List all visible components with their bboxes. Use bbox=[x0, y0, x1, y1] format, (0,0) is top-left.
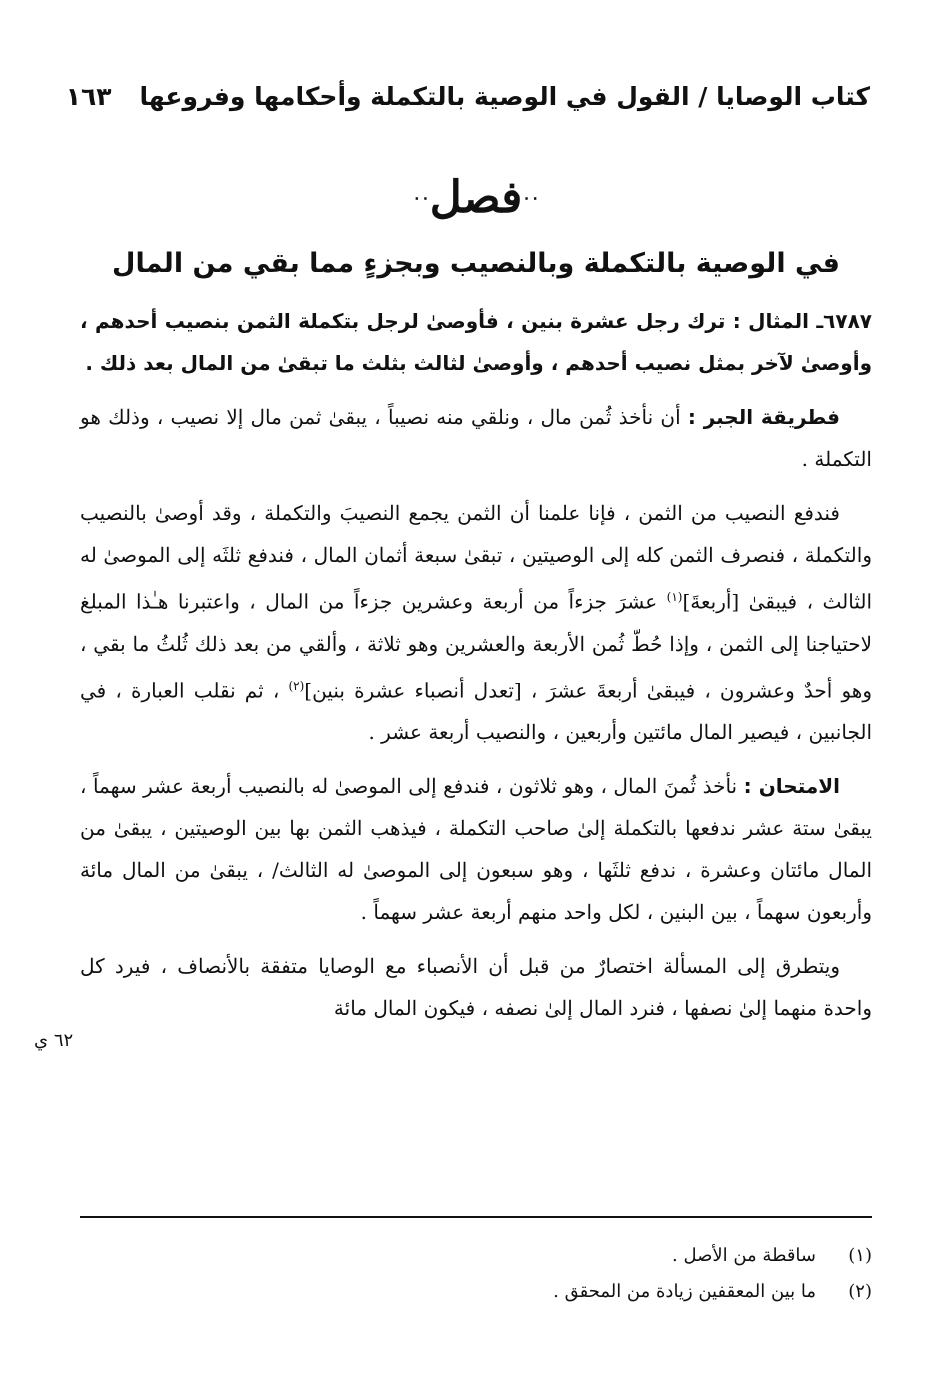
footnote-item bbox=[80, 1274, 872, 1310]
paragraph-solution bbox=[80, 492, 872, 753]
footnote-text: ما بين المعقفين زيادة من المحقق . bbox=[553, 1281, 816, 1302]
footnote-divider bbox=[80, 1216, 872, 1218]
solution-text-a: فندفع النصيب من الثمن ، فإنا علمنا أن الثمن يجمع النصيبَ والتكملة ، وقد أوصىٰ بالنصيب والتكملة ، فنصرف الثمن كله إلى الوصيتين ، تبقىٰ سبعة أثمان المال ، فندفع ثلثَه إلى الموصىٰ له الثالث ، فيبقىٰ [أربعةَ] bbox=[80, 501, 872, 614]
running-header bbox=[65, 74, 870, 118]
example-text: ترك رجل عشرة بنين ، فأوصىٰ لرجل بتكملة الثمن بنصيب أحدهم ، وأوصىٰ لآخر بمثل نصيب أحدهم ، وأوصىٰ لثالث بثلث ما تبقىٰ من المال بعد ذلك . bbox=[80, 309, 872, 375]
footnote-ref-2[interactable]: (٢) bbox=[288, 678, 305, 693]
algebra-label: فطريقة الجبر : bbox=[687, 405, 840, 429]
algebra-text: أن نأخذ ثُمن مال ، ونلقي منه نصيباً ، يبقىٰ ثمن مال إلا نصيب ، وذلك هو التكملة . bbox=[80, 405, 872, 471]
solution-text-c: ، ثم نقلب العبارة ، في الجانبين ، فيصير المال مائتين وأربعين ، والنصيب أربعة عشر . bbox=[80, 678, 872, 745]
paragraph-shortcut bbox=[80, 945, 872, 1029]
paragraph-algebra bbox=[80, 396, 872, 480]
shortcut-text: ويتطرق إلى المسألة اختصارٌ من قبل أن الأنصباء مع الوصايا متفقة بالأنصاف ، فيرد كل واحدة منهما إلىٰ نصفها ، فنرد المال إلىٰ نصفه ، فيكون المال مائة bbox=[80, 954, 872, 1021]
paragraph-test bbox=[80, 765, 872, 933]
footnote-text: ساقطة من الأصل . bbox=[672, 1245, 816, 1266]
paragraph-example bbox=[80, 300, 872, 384]
ornament-dots-icon: ۰۰ bbox=[522, 188, 540, 207]
footnote-number: (٢) bbox=[848, 1281, 872, 1302]
footnote-item bbox=[80, 1238, 872, 1274]
ornament-dots-icon-2: ۰۰ bbox=[412, 188, 430, 207]
solution-text-b: عشرَ جزءاً من أربعة وعشرين جزءاً من المال ، واعتبرنا هـٰذا المبلغ لاحتياجنا إلى الثمن ، وإذا حُطّ ثُمن الأربعة والعشرين وهو ثلاثة ، وألقي من بعد ذلك ثُلثُ ما بقي ، وهو أحدٌ وعشرون ، فيبقىٰ أربعةَ عشرَ ، [تعدل أنصباء عشرة بنين] bbox=[80, 589, 872, 703]
section-title: في الوصية بالتكملة وبالنصيب وبجزءٍ مما بقي من المال bbox=[112, 248, 840, 279]
page-number: ١٦٣ bbox=[65, 81, 112, 111]
footnote-ref-1[interactable]: (١) bbox=[666, 590, 683, 604]
test-text: نأخذ ثُمنَ المال ، وهو ثلاثون ، فندفع إلى الموصىٰ له بالنصيب أربعة عشر سهماً ، يبقىٰ ستة عشر ندفعها بالتكملة إلىٰ صاحب التكملة ، فيذهب الثمن بها بين الوصيتين ، يبقىٰ من المال مائتان وعشرة ، ندفع ثلثَها ، وهو سبعون إلى الموصىٰ له الثالث/ ، يبقىٰ من المال مائة وأربعون سهماً ، بين البنين ، لكل واحد منهم أربعة عشر سهماً . bbox=[80, 774, 873, 925]
fasl-ornament bbox=[0, 168, 952, 228]
example-label: ٦٧٨٧ـ المثال : bbox=[732, 309, 872, 333]
footnote-number: (١) bbox=[848, 1245, 872, 1266]
footnotes bbox=[80, 1238, 872, 1310]
body-text bbox=[80, 300, 872, 1041]
margin-note: ٦٢ ي bbox=[34, 1030, 74, 1051]
header-title: كتاب الوصايا / القول في الوصية بالتكملة وأحكامها وفروعها bbox=[139, 81, 870, 111]
test-label: الامتحان : bbox=[743, 774, 840, 799]
fasl-heading: فصل bbox=[429, 172, 523, 223]
